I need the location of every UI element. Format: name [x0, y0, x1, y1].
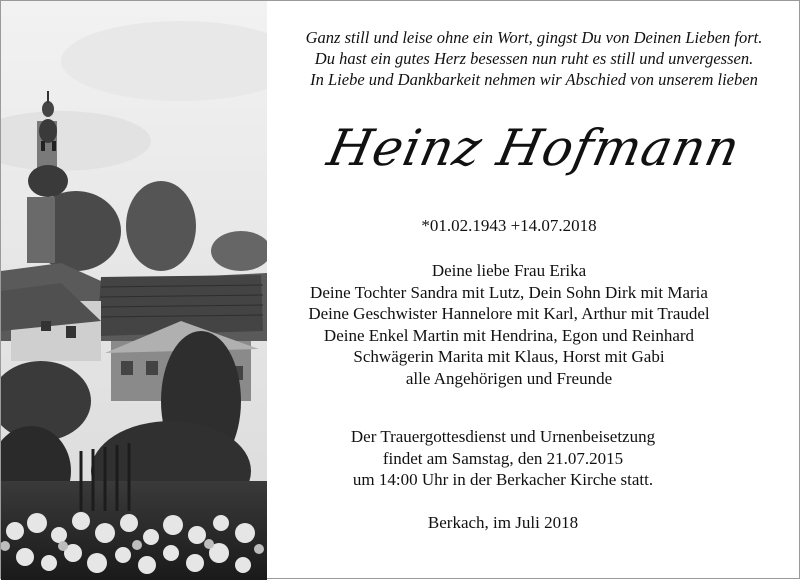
- place-and-date: Berkach, im Juli 2018: [427, 513, 579, 532]
- mourner-line: Deine liebe Frau Erika: [431, 261, 587, 280]
- poem-line: Du hast ein gutes Herz besessen nun ruht es still und unvergessen.: [314, 49, 754, 68]
- service-line: findet am Samstag, den 21.07.2015: [382, 448, 624, 468]
- mourners-list: [267, 260, 751, 389]
- service-line: Der Trauergottesdienst und Urnenbeisetzung: [350, 427, 656, 446]
- deceased-name: Heinz Hofmann: [322, 119, 746, 177]
- notice-text: [267, 1, 800, 580]
- poem-line: Ganz still und leise ohne ein Wort, gingst Du von Deinen Lieben fort.: [305, 28, 763, 47]
- poem-line: In Liebe und Dankbarkeit nehmen wir Abschied von unserem lieben: [310, 70, 758, 89]
- funeral-service-info: [267, 426, 739, 491]
- village-church-photo: [1, 1, 267, 580]
- memorial-poem: [267, 27, 800, 90]
- mourner-line: Deine Geschwister Hannelore mit Karl, Arthur mit Traudel: [308, 304, 710, 323]
- mourner-line: alle Angehörigen und Freunde: [405, 368, 613, 388]
- life-dates: *01.02.1943 +14.07.2018: [421, 216, 597, 235]
- mourner-line: Deine Tochter Sandra mit Lutz, Dein Sohn Dirk mit Maria: [310, 282, 708, 302]
- mourner-line: Deine Enkel Martin mit Hendrina, Egon und Reinhard: [323, 325, 695, 345]
- service-line: um 14:00 Uhr in der Berkacher Kirche statt.: [352, 470, 654, 489]
- mourner-line: Schwägerin Marita mit Klaus, Horst mit Gabi: [353, 347, 665, 366]
